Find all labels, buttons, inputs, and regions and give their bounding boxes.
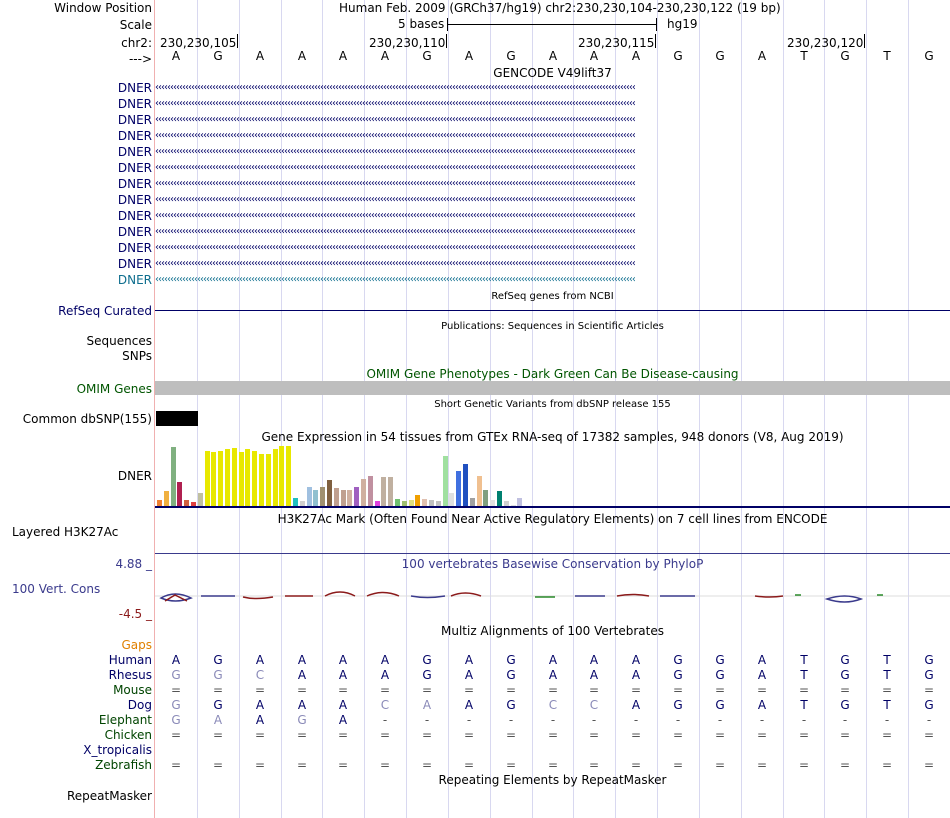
alignment-base: = [212,728,224,742]
alignment-base: G [840,698,850,712]
gtex-tissue-bar[interactable] [259,454,264,507]
phylop-conservation-plot[interactable] [155,585,950,607]
alignment-base: = [588,728,600,742]
window-position-label: Window Position [54,1,152,15]
scale-db: hg19 [667,17,698,31]
alignment-base: - [633,713,639,727]
window-position-value: Human Feb. 2009 (GRCh37/hg19) chr2:230,230,104-230,230,122 (19 bp) [339,1,781,15]
gtex-tissue-bar[interactable] [225,449,230,507]
ruler-tick-label: 230,230,115 [578,36,655,50]
reference-base: A [757,49,767,63]
reference-base: G [422,49,432,63]
gencode-gene-label[interactable]: DNER [117,97,152,111]
gtex-tissue-bar[interactable] [354,487,359,507]
alignment-base: = [212,758,224,772]
scale-bar-right-tick [656,18,657,31]
gaps-label: Gaps [121,638,152,652]
ruler-tick [237,34,238,48]
alignment-base: - [466,713,472,727]
gtex-tissue-bar[interactable] [313,490,318,507]
gencode-gene-label[interactable]: DNER [117,257,152,271]
alignment-base: = [421,683,433,697]
gtex-tissue-bar[interactable] [266,454,271,507]
alignment-base: A [631,668,641,682]
alignment-base: T [800,653,808,667]
alignment-base: - [382,713,388,727]
alignment-base: = [588,758,600,772]
multiz-species-label[interactable]: Elephant [98,713,152,727]
ruler-tick [446,34,447,48]
refseq-title: RefSeq genes from NCBI [491,291,614,302]
alignment-base: = [254,683,266,697]
alignment-base: = [881,728,893,742]
h3k27ac-label[interactable]: Layered H3K27Ac [12,525,119,539]
track-labels-column [0,0,155,818]
alignment-base: A [464,698,474,712]
alignment-base: = [337,728,349,742]
strand-label: ---> [128,52,152,66]
gtex-tissue-bar[interactable] [307,487,312,507]
gtex-title: Gene Expression in 54 tissues from GTEx RNA-seq of 17382 samples, 948 donors (V8, Aug 2019) [261,430,844,444]
alignment-base: G [673,668,683,682]
gtex-tissue-bar[interactable] [205,451,210,507]
gtex-tissue-bar[interactable] [245,449,250,507]
alignment-base: G [924,653,934,667]
alignment-base: = [923,758,935,772]
alignment-base: T [800,698,808,712]
gtex-tissue-bar[interactable] [273,449,278,507]
alignment-base: A [297,698,307,712]
publications-title: Publications: Sequences in Scientific Articles [441,321,664,332]
alignment-base: = [672,683,684,697]
alignment-base: = [421,728,433,742]
alignment-base: = [756,728,768,742]
gtex-label[interactable]: DNER [117,469,152,483]
alignment-base: G [673,698,683,712]
alignment-base: = [881,758,893,772]
phylop-label[interactable]: 100 Vert. Cons [12,582,101,596]
alignment-base: = [630,758,642,772]
gencode-transcript[interactable]: ‹‹‹‹‹‹‹‹‹‹‹‹‹‹‹‹‹‹‹‹‹‹‹‹‹‹‹‹‹‹‹‹‹‹‹‹‹‹‹‹‹‹‹‹‹‹‹‹‹‹‹‹‹‹‹‹‹‹‹‹‹‹‹‹‹‹‹‹‹‹‹‹‹‹‹‹‹‹‹‹‹‹‹‹‹‹‹‹‹‹‹‹‹‹‹‹‹‹‹‹‹‹‹‹‹‹‹‹‹‹‹‹‹‹‹‹‹‹‹‹‹‹‹‹‹‹‹‹‹‹‹‹‹‹‹‹‹‹‹‹‹‹‹‹‹‹‹‹‹‹‹‹‹‹‹‹‹‹‹‹ [155,114,635,125]
reference-base: G [840,49,850,63]
alignment-base: = [798,728,810,742]
gencode-gene-label[interactable]: DNER [117,161,152,175]
gencode-transcript[interactable]: ‹‹‹‹‹‹‹‹‹‹‹‹‹‹‹‹‹‹‹‹‹‹‹‹‹‹‹‹‹‹‹‹‹‹‹‹‹‹‹‹‹‹‹‹‹‹‹‹‹‹‹‹‹‹‹‹‹‹‹‹‹‹‹‹‹‹‹‹‹‹‹‹‹‹‹‹‹‹‹‹‹‹‹‹‹‹‹‹‹‹‹‹‹‹‹‹‹‹‹‹‹‹‹‹‹‹‹‹‹‹‹‹‹‹‹‹‹‹‹‹‹‹‹‹‹‹‹‹‹‹‹‹‹‹‹‹‹‹‹‹‹‹‹‹‹‹‹‹‹‹‹‹‹‹‹‹‹‹‹‹ [155,226,635,237]
alignment-base: - [508,713,514,727]
scale-text: 5 bases [398,17,445,31]
gencode-gene-label[interactable]: DNER [117,81,152,95]
alignment-base: A [338,713,348,727]
multiz-species-label[interactable]: X_tropicalis [83,743,152,757]
multiz-species-label[interactable]: Chicken [104,728,152,742]
alignment-base: G [924,698,934,712]
gtex-tissue-bar[interactable] [252,451,257,507]
h3k27ac-title: H3K27Ac Mark (Often Found Near Active Regulatory Elements) on 7 cell lines from ENCODE [277,512,828,526]
alignment-base: = [923,683,935,697]
alignment-base: = [170,683,182,697]
phylop-score-mark [325,592,355,596]
gtex-tissue-bar[interactable] [347,490,352,507]
sequences-label[interactable]: Sequences [86,334,152,348]
alignment-base: A [338,668,348,682]
alignment-base: A [297,653,307,667]
genome-track-area[interactable] [155,0,950,818]
reference-base: G [213,49,223,63]
alignment-base: = [296,758,308,772]
reference-base: A [464,49,474,63]
alignment-base: = [630,728,642,742]
gencode-gene-label[interactable]: DNER [117,241,152,255]
gtex-tissue-bar[interactable] [497,491,502,507]
gencode-transcript[interactable]: ‹‹‹‹‹‹‹‹‹‹‹‹‹‹‹‹‹‹‹‹‹‹‹‹‹‹‹‹‹‹‹‹‹‹‹‹‹‹‹‹‹‹‹‹‹‹‹‹‹‹‹‹‹‹‹‹‹‹‹‹‹‹‹‹‹‹‹‹‹‹‹‹‹‹‹‹‹‹‹‹‹‹‹‹‹‹‹‹‹‹‹‹‹‹‹‹‹‹‹‹‹‹‹‹‹‹‹‹‹‹‹‹‹‹‹‹‹‹‹‹‹‹‹‹‹‹‹‹‹‹‹‹‹‹‹‹‹‹‹‹‹‹‹‹‹‹‹‹‹‹‹‹‹‹‹‹‹‹‹‹ [155,146,635,157]
alignment-base: = [839,728,851,742]
gencode-transcript[interactable]: ‹‹‹‹‹‹‹‹‹‹‹‹‹‹‹‹‹‹‹‹‹‹‹‹‹‹‹‹‹‹‹‹‹‹‹‹‹‹‹‹‹‹‹‹‹‹‹‹‹‹‹‹‹‹‹‹‹‹‹‹‹‹‹‹‹‹‹‹‹‹‹‹‹‹‹‹‹‹‹‹‹‹‹‹‹‹‹‹‹‹‹‹‹‹‹‹‹‹‹‹‹‹‹‹‹‹‹‹‹‹‹‹‹‹‹‹‹‹‹‹‹‹‹‹‹‹‹‹‹‹‹‹‹‹‹‹‹‹‹‹‹‹‹‹‹‹‹‹‹‹‹‹‹‹‹‹‹‹‹‹ [155,178,635,189]
alignment-base: = [672,758,684,772]
gencode-transcript[interactable]: ‹‹‹‹‹‹‹‹‹‹‹‹‹‹‹‹‹‹‹‹‹‹‹‹‹‹‹‹‹‹‹‹‹‹‹‹‹‹‹‹‹‹‹‹‹‹‹‹‹‹‹‹‹‹‹‹‹‹‹‹‹‹‹‹‹‹‹‹‹‹‹‹‹‹‹‹‹‹‹‹‹‹‹‹‹‹‹‹‹‹‹‹‹‹‹‹‹‹‹‹‹‹‹‹‹‹‹‹‹‹‹‹‹‹‹‹‹‹‹‹‹‹‹‹‹‹‹‹‹‹‹‹‹‹‹‹‹‹‹‹‹‹‹‹‹‹‹‹‹‹‹‹‹‹‹‹‹‹‹‹ [155,242,635,253]
scale-label: Scale [119,18,152,32]
alignment-base: A [255,713,265,727]
alignment-base: = [296,728,308,742]
ruler-tick-label: 230,230,120 [787,36,864,50]
gtex-tissue-bar[interactable] [198,493,203,507]
gencode-transcript[interactable]: ‹‹‹‹‹‹‹‹‹‹‹‹‹‹‹‹‹‹‹‹‹‹‹‹‹‹‹‹‹‹‹‹‹‹‹‹‹‹‹‹‹‹‹‹‹‹‹‹‹‹‹‹‹‹‹‹‹‹‹‹‹‹‹‹‹‹‹‹‹‹‹‹‹‹‹‹‹‹‹‹‹‹‹‹‹‹‹‹‹‹‹‹‹‹‹‹‹‹‹‹‹‹‹‹‹‹‹‹‹‹‹‹‹‹‹‹‹‹‹‹‹‹‹‹‹‹‹‹‹‹‹‹‹‹‹‹‹‹‹‹‹‹‹‹‹‹‹‹‹‹‹‹‹‹‹‹‹‹‹‹ [155,258,635,269]
gtex-tissue-bar[interactable] [368,476,373,507]
dbsnp-label[interactable]: Common dbSNP(155) [22,412,152,426]
alignment-base: G [422,668,432,682]
phylop-score-mark [243,597,273,599]
alignment-base: = [296,683,308,697]
alignment-base: A [757,668,767,682]
reference-base: G [506,49,516,63]
gencode-gene-label[interactable]: DNER [117,177,152,191]
alignment-base: = [170,758,182,772]
gtex-tissue-bar[interactable] [483,490,488,507]
alignment-base: = [588,683,600,697]
alignment-base: = [505,728,517,742]
alignment-base: C [548,698,558,712]
gencode-gene-label[interactable]: DNER [117,225,152,239]
alignment-base: - [717,713,723,727]
alignment-base: - [550,713,556,727]
alignment-base: G [171,698,181,712]
gencode-transcript[interactable]: ‹‹‹‹‹‹‹‹‹‹‹‹‹‹‹‹‹‹‹‹‹‹‹‹‹‹‹‹‹‹‹‹‹‹‹‹‹‹‹‹‹‹‹‹‹‹‹‹‹‹‹‹‹‹‹‹‹‹‹‹‹‹‹‹‹‹‹‹‹‹‹‹‹‹‹‹‹‹‹‹‹‹‹‹‹‹‹‹‹‹‹‹‹‹‹‹‹‹‹‹‹‹‹‹‹‹‹‹‹‹‹‹‹‹‹‹‹‹‹‹‹‹‹‹‹‹‹‹‹‹‹‹‹‹‹‹‹‹‹‹‹‹‹‹‹‹‹‹‹‹‹‹‹‹‹‹‹‹‹‹ [155,194,635,205]
reference-base: A [548,49,558,63]
alignment-base: G [506,653,516,667]
alignment-base: = [547,683,559,697]
alignment-base: = [672,728,684,742]
alignment-base: = [379,728,391,742]
alignment-base: G [673,653,683,667]
alignment-base: G [715,668,725,682]
alignment-base: G [924,668,934,682]
gtex-baseline [155,506,950,508]
repeatmasker-title: Repeating Elements by RepeatMasker [438,773,667,787]
gencode-transcript[interactable]: ‹‹‹‹‹‹‹‹‹‹‹‹‹‹‹‹‹‹‹‹‹‹‹‹‹‹‹‹‹‹‹‹‹‹‹‹‹‹‹‹‹‹‹‹‹‹‹‹‹‹‹‹‹‹‹‹‹‹‹‹‹‹‹‹‹‹‹‹‹‹‹‹‹‹‹‹‹‹‹‹‹‹‹‹‹‹‹‹‹‹‹‹‹‹‹‹‹‹‹‹‹‹‹‹‹‹‹‹‹‹‹‹‹‹‹‹‹‹‹‹‹‹‹‹‹‹‹‹‹‹‹‹‹‹‹‹‹‹‹‹‹‹‹‹‹‹‹‹‹‹‹‹‹‹‹‹‹‹‹‹ [155,98,635,109]
reference-base: T [883,49,891,63]
omim-label[interactable]: OMIM Genes [76,382,152,396]
alignment-base: A [171,653,181,667]
alignment-base: G [715,653,725,667]
alignment-base: = [547,728,559,742]
alignment-base: A [631,698,641,712]
gtex-tissue-bar[interactable] [279,446,284,507]
repeatmasker-label[interactable]: RepeatMasker [66,789,152,803]
snps-label[interactable]: SNPs [122,349,152,363]
alignment-base: T [883,668,891,682]
alignment-base: = [714,683,726,697]
alignment-base: A [548,668,558,682]
gtex-tissue-bar[interactable] [286,446,291,507]
alignment-base: = [254,728,266,742]
alignment-base: = [839,758,851,772]
alignment-base: T [883,653,891,667]
alignment-base: = [756,758,768,772]
gencode-title: GENCODE V49lift37 [493,66,612,80]
multiz-species-label[interactable]: Dog [127,698,152,712]
alignment-base: G [213,698,223,712]
alignment-base: = [254,758,266,772]
gencode-gene-label[interactable]: DNER [117,129,152,143]
alignment-base: = [170,728,182,742]
gtex-tissue-bar[interactable] [218,451,223,507]
phylop-min-label: -4.5 _ [118,607,152,621]
chr-label: chr2: [121,36,152,50]
alignment-base: = [505,683,517,697]
alignment-base: = [839,683,851,697]
alignment-base: = [505,758,517,772]
gtex-tissue-bar[interactable] [320,487,325,507]
reference-base: G [715,49,725,63]
alignment-base: A [464,668,474,682]
alignment-base: - [801,713,807,727]
gencode-gene-label[interactable]: DNER [117,209,152,223]
multiz-species-label[interactable]: Mouse [113,683,152,697]
reference-base: A [380,49,390,63]
gtex-tissue-bar[interactable] [171,447,176,507]
gtex-tissue-bar[interactable] [334,488,339,507]
multiz-species-label[interactable]: Rhesus [108,668,152,682]
gtex-tissue-bar[interactable] [463,464,468,507]
multiz-species-label[interactable]: Zebrafish [95,758,152,772]
ruler-tick-label: 230,230,105 [160,36,237,50]
omim-phenotype-bar[interactable] [155,381,950,395]
alignment-base: = [463,758,475,772]
gtex-tissue-bar[interactable] [456,471,461,507]
alignment-base: = [714,728,726,742]
gencode-transcript[interactable]: ‹‹‹‹‹‹‹‹‹‹‹‹‹‹‹‹‹‹‹‹‹‹‹‹‹‹‹‹‹‹‹‹‹‹‹‹‹‹‹‹‹‹‹‹‹‹‹‹‹‹‹‹‹‹‹‹‹‹‹‹‹‹‹‹‹‹‹‹‹‹‹‹‹‹‹‹‹‹‹‹‹‹‹‹‹‹‹‹‹‹‹‹‹‹‹‹‹‹‹‹‹‹‹‹‹‹‹‹‹‹‹‹‹‹‹‹‹‹‹‹‹‹‹‹‹‹‹‹‹‹‹‹‹‹‹‹‹‹‹‹‹‹‹‹‹‹‹‹‹‹‹‹‹‹‹‹‹‹‹‹ [155,82,635,93]
alignment-base: = [379,683,391,697]
alignment-base: G [171,713,181,727]
alignment-base: C [380,698,390,712]
alignment-base: - [591,713,597,727]
alignment-base: - [884,713,890,727]
gtex-tissue-bar[interactable] [361,479,366,507]
ruler-tick [655,34,656,48]
alignment-base: = [798,758,810,772]
alignment-base: T [883,698,891,712]
alignment-base: - [926,713,932,727]
alignment-base: = [756,683,768,697]
reference-base: A [589,49,599,63]
alignment-base: A [380,668,390,682]
alignment-base: A [338,653,348,667]
alignment-base: = [923,728,935,742]
phylop-score-mark [367,593,399,597]
alignment-base: - [842,713,848,727]
reference-base: A [297,49,307,63]
alignment-base: A [380,653,390,667]
alignment-base: G [715,698,725,712]
scale-bar [447,24,657,25]
alignment-base: G [840,668,850,682]
alignment-base: A [757,653,767,667]
omim-title: OMIM Gene Phenotypes - Dark Green Can Be Disease-causing [366,367,739,381]
alignment-base: G [506,698,516,712]
gtex-tissue-bar[interactable] [164,491,169,507]
gencode-gene-label[interactable]: DNER [117,145,152,159]
scale-bar-left-tick [447,18,448,31]
reference-base: G [924,49,934,63]
alignment-base: = [547,758,559,772]
alignment-base: - [759,713,765,727]
gtex-tissue-bar[interactable] [341,490,346,507]
alignment-base: = [337,683,349,697]
reference-base: A [631,49,641,63]
gtex-tissue-bar[interactable] [211,452,216,507]
h3k27ac-baseline [155,553,950,554]
alignment-base: A [213,713,223,727]
gencode-transcript[interactable]: ‹‹‹‹‹‹‹‹‹‹‹‹‹‹‹‹‹‹‹‹‹‹‹‹‹‹‹‹‹‹‹‹‹‹‹‹‹‹‹‹‹‹‹‹‹‹‹‹‹‹‹‹‹‹‹‹‹‹‹‹‹‹‹‹‹‹‹‹‹‹‹‹‹‹‹‹‹‹‹‹‹‹‹‹‹‹‹‹‹‹‹‹‹‹‹‹‹‹‹‹‹‹‹‹‹‹‹‹‹‹‹‹‹‹‹‹‹‹‹‹‹‹‹‹‹‹‹‹‹‹‹‹‹‹‹‹‹‹‹‹‹‹‹‹‹‹‹‹‹‹‹‹‹‹‹‹‹‹‹‹ [155,130,635,141]
phylop-max-label: 4.88 _ [115,557,152,571]
alignment-base: = [798,683,810,697]
alignment-base: = [421,758,433,772]
refseq-label[interactable]: RefSeq Curated [58,304,152,318]
phylop-title: 100 vertebrates Basewise Conservation by PhyloP [401,557,704,571]
alignment-base: A [255,698,265,712]
refseq-transcript-line[interactable] [155,310,950,311]
alignment-base: C [255,668,265,682]
alignment-base: A [548,653,558,667]
phylop-score-mark [827,596,861,602]
alignment-base: = [630,683,642,697]
alignment-base: = [379,758,391,772]
alignment-base: = [212,683,224,697]
alignment-base: G [171,668,181,682]
alignment-base: A [422,698,432,712]
reference-base: T [800,49,808,63]
alignment-base: - [424,713,430,727]
dbsnp-variant-block[interactable] [156,411,198,426]
alignment-base: = [881,683,893,697]
alignment-base: A [757,698,767,712]
ruler-tick [864,34,865,48]
alignment-base: A [255,653,265,667]
gtex-tissue-bar[interactable] [388,477,393,507]
alignment-base: A [297,668,307,682]
gtex-tissue-bar[interactable] [239,452,244,507]
alignment-base: A [464,653,474,667]
gtex-expression-chart[interactable] [155,445,535,507]
gencode-transcript[interactable]: ‹‹‹‹‹‹‹‹‹‹‹‹‹‹‹‹‹‹‹‹‹‹‹‹‹‹‹‹‹‹‹‹‹‹‹‹‹‹‹‹‹‹‹‹‹‹‹‹‹‹‹‹‹‹‹‹‹‹‹‹‹‹‹‹‹‹‹‹‹‹‹‹‹‹‹‹‹‹‹‹‹‹‹‹‹‹‹‹‹‹‹‹‹‹‹‹‹‹‹‹‹‹‹‹‹‹‹‹‹‹‹‹‹‹‹‹‹‹‹‹‹‹‹‹‹‹‹‹‹‹‹‹‹‹‹‹‹‹‹‹‹‹‹‹‹‹‹‹‹‹‹‹‹‹‹‹‹‹‹‹ [155,274,635,285]
multiz-species-label[interactable]: Human [108,653,152,667]
alignment-base: T [800,668,808,682]
ruler-tick-label: 230,230,110 [369,36,446,50]
alignment-base: G [213,668,223,682]
alignment-base: A [631,653,641,667]
gencode-gene-label[interactable]: DNER [117,113,152,127]
multiz-title: Multiz Alignments of 100 Vertebrates [440,624,665,638]
alignment-base: A [589,668,599,682]
gencode-transcript[interactable]: ‹‹‹‹‹‹‹‹‹‹‹‹‹‹‹‹‹‹‹‹‹‹‹‹‹‹‹‹‹‹‹‹‹‹‹‹‹‹‹‹‹‹‹‹‹‹‹‹‹‹‹‹‹‹‹‹‹‹‹‹‹‹‹‹‹‹‹‹‹‹‹‹‹‹‹‹‹‹‹‹‹‹‹‹‹‹‹‹‹‹‹‹‹‹‹‹‹‹‹‹‹‹‹‹‹‹‹‹‹‹‹‹‹‹‹‹‹‹‹‹‹‹‹‹‹‹‹‹‹‹‹‹‹‹‹‹‹‹‹‹‹‹‹‹‹‹‹‹‹‹‹‹‹‹‹‹‹‹‹‹ [155,162,635,173]
alignment-base: G [213,653,223,667]
alignment-base: = [714,758,726,772]
reference-base: A [171,49,181,63]
alignment-base: G [506,668,516,682]
gtex-tissue-bar[interactable] [232,448,237,507]
gtex-tissue-bar[interactable] [477,476,482,507]
alignment-base: A [589,653,599,667]
alignment-base: - [675,713,681,727]
gencode-gene-label[interactable]: DNER [117,273,152,287]
gtex-tissue-bar[interactable] [381,477,386,507]
alignment-base: A [338,698,348,712]
gtex-tissue-bar[interactable] [443,456,448,507]
alignment-base: = [463,683,475,697]
alignment-base: C [589,698,599,712]
reference-base: A [255,49,265,63]
reference-base: A [338,49,348,63]
dbsnp-title: Short Genetic Variants from dbSNP release 155 [434,399,671,410]
gtex-tissue-bar[interactable] [177,482,182,507]
reference-base: G [673,49,683,63]
alignment-base: = [463,728,475,742]
alignment-base: G [422,653,432,667]
alignment-base: G [297,713,307,727]
gencode-transcript[interactable]: ‹‹‹‹‹‹‹‹‹‹‹‹‹‹‹‹‹‹‹‹‹‹‹‹‹‹‹‹‹‹‹‹‹‹‹‹‹‹‹‹‹‹‹‹‹‹‹‹‹‹‹‹‹‹‹‹‹‹‹‹‹‹‹‹‹‹‹‹‹‹‹‹‹‹‹‹‹‹‹‹‹‹‹‹‹‹‹‹‹‹‹‹‹‹‹‹‹‹‹‹‹‹‹‹‹‹‹‹‹‹‹‹‹‹‹‹‹‹‹‹‹‹‹‹‹‹‹‹‹‹‹‹‹‹‹‹‹‹‹‹‹‹‹‹‹‹‹‹‹‹‹‹‹‹‹‹‹‹‹‹ [155,210,635,221]
gtex-tissue-bar[interactable] [327,480,332,507]
alignment-base: G [840,653,850,667]
gtex-tissue-bar[interactable] [449,493,454,507]
alignment-base: = [337,758,349,772]
gencode-gene-label[interactable]: DNER [117,193,152,207]
